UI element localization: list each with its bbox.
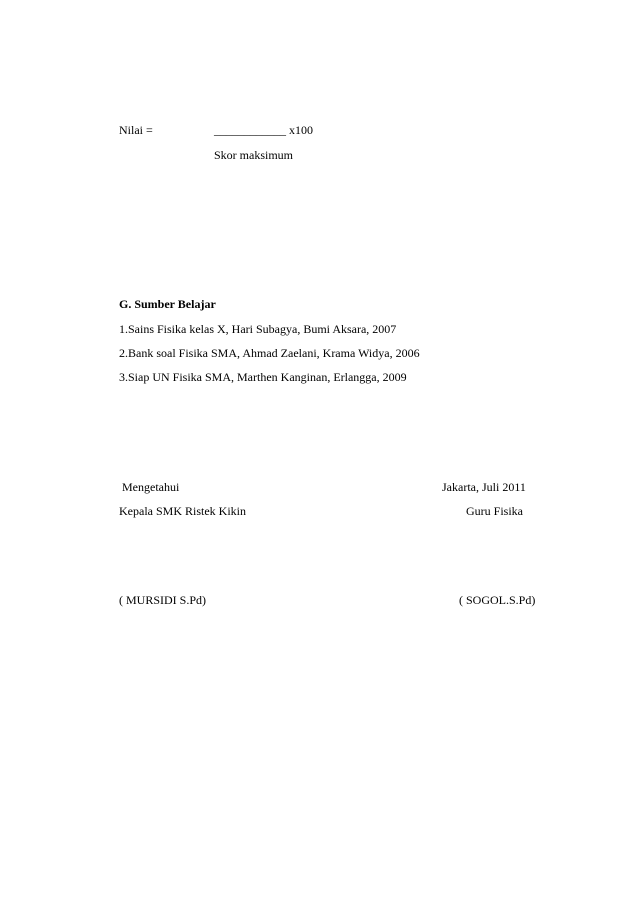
signature-right-name: ( SOGOL.S.Pd) [459,593,536,607]
source-item-1: 1.Sains Fisika kelas X, Hari Subagya, Bumi Aksara, 2007 [119,322,397,336]
signature-right-position: Guru Fisika [466,504,523,518]
source-item-2: 2.Bank soal Fisika SMA, Ahmad Zaelani, Krama Widya, 2006 [119,346,420,360]
score-formula-numerator: ____________ x100 [214,123,313,137]
signature-left-position: Kepala SMK Ristek Kikin [119,504,246,518]
sources-heading: G. Sumber Belajar [119,297,216,311]
signature-left-acknowledge: Mengetahui [122,480,180,494]
signature-left-name: ( MURSIDI S.Pd) [119,593,207,607]
signature-right-place-date: Jakarta, Juli 2011 [442,480,526,494]
score-formula-denominator: Skor maksimum [214,148,294,162]
score-formula-label: Nilai = [119,123,153,137]
source-item-3: 3.Siap UN Fisika SMA, Marthen Kanginan, Erlangga, 2009 [119,370,407,384]
